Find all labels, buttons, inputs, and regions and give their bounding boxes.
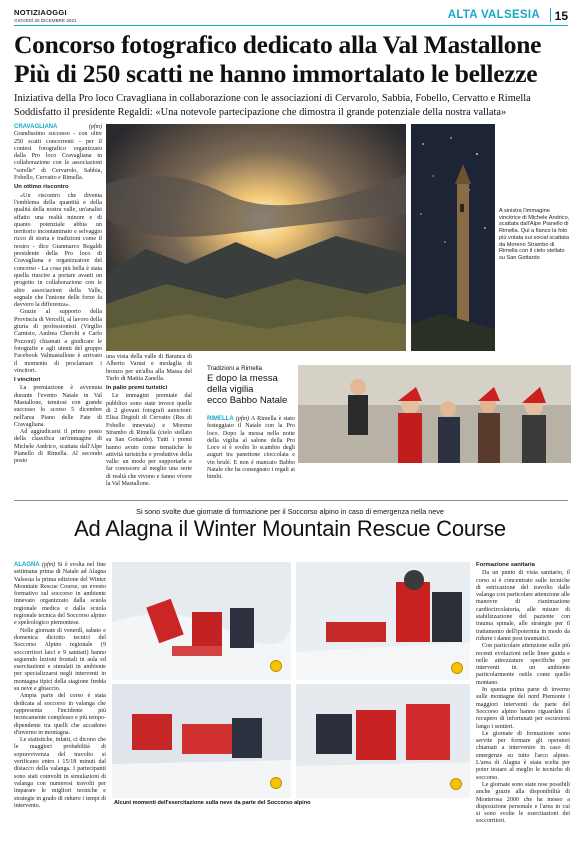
box-kicker: Tradizioni a Rimella xyxy=(207,365,263,372)
soccorso-alpino-logo xyxy=(451,662,463,674)
issue-date: GIOVEDÌ 30 DICEMBRE 2021 xyxy=(14,17,77,23)
paragraph: In questa prima parte di inverno sulle montagne del nord Piemonte i maggiori interventi da parte del Soccorso alpino hanno riguardato il recupero di infortunati per escursioni lungo i sentieri. xyxy=(476,687,570,730)
dateline: ALAGNA xyxy=(14,562,40,568)
paragraph: Le statistiche, infatti, ci dicono che le maggiori probabilità di sopravvivenza del travolto si verificano entro i 15/18 minuti dal distacco della valanga. I partecipanti sono stati coinvolti in simulazioni di valanga con numerosi travolti per imparare le migliori tecniche e strategie in grado di ridurre i tempi di intervento. xyxy=(14,737,106,809)
page-number: 15 xyxy=(554,9,568,23)
box-title-block xyxy=(207,365,295,406)
soccorso-alpino-logo xyxy=(270,660,282,672)
article1-headline xyxy=(14,30,570,88)
rescue-photo-4 xyxy=(296,684,470,798)
page-divider xyxy=(550,8,551,22)
paragraph: Ad aggiudicarsi il primo posto della classifica un'immagine di Michele Andrico, scattata dall'Alpe Pianello di Rimella. Al secondo posto xyxy=(14,429,102,465)
soccorso-alpino-logo xyxy=(270,777,282,789)
paragraph: Le immagini premiate dal pubblico sono state invece quelle di 2 giovani fotografi autoctoni: Elisa Degiuli di Cervatto (Res di Fobello innevata) e Moreno Strambo di Rimella (cielo stellato su San Gottardo). Tutti i premi hanno avuto come tematiche le attività turistiche e produttive della valle: un modo per supportarle e far conoscere al meglio una serie di realtà che vivono e fanno vivere la Val Mastallone. xyxy=(106,393,192,488)
section-title: ALTA VALSESIA xyxy=(447,9,540,21)
article2-column3 xyxy=(476,562,570,826)
article1-summary xyxy=(14,92,570,119)
subheading: In palio premi turistici xyxy=(106,385,168,392)
box-text xyxy=(207,416,295,482)
subheading: Un ottimo riscontro xyxy=(14,184,69,191)
summary-line2: Soddisfatto il presidente Regaldi: «Una notevole partecipazione che dimostra il grande potenziale della nostra vallata» xyxy=(14,106,507,118)
masthead-brand xyxy=(14,9,77,23)
box-title-line: E dopo la messa xyxy=(207,373,278,384)
article2-pretitle: Si sono svolte due giornate di formazione per il Soccorso alpino in caso di emergenza nella neve xyxy=(136,507,444,516)
paragraph: A Rimella è stato festeggiato il Natale con la Pro loco. Dopo la messa nella notte della vigilia al salone della Pro Loco si è svolto lo scambio degli auguri tra panettone cioccolata e vin brulè. E non è mancato Babbo Natale che ha consegnato i regali ai bimbi. xyxy=(207,416,295,481)
subheading: Formazione sanitaria xyxy=(476,562,535,568)
rescue-photo-3 xyxy=(112,684,291,798)
box-title-line: ecco Babbo Natale xyxy=(207,395,288,406)
summary-line1: Iniziativa della Pro loco Cravagliana in collaborazione con le associazioni di Cervarolo, Sabbia, Fobello, Cervatto e Rimella xyxy=(14,93,531,104)
paragraph: Le giornate di formazione sono servite per formare gli operatori chiamati a intervenire in caso di emergenze su tutto l'arco alpino. L'area di Alagna è stata scelta per poter testare al meglio le tecniche di soccorso. xyxy=(476,730,570,781)
subheading: I vincitori xyxy=(14,377,41,384)
headline-line1: Concorso fotografico dedicato alla Val Mastallone xyxy=(14,30,542,59)
article1-column2 xyxy=(106,354,192,488)
paragraph: La premiazione è avvenuta durante l'evento Natale in Val Mastallone, tenutosi con grande successo lo scorso 5 dicembre nell'area Piano delle Fate di Cravagliana. xyxy=(14,385,102,428)
headline-line2: Più di 250 scatti ne hanno immortalato le bellezze xyxy=(14,59,538,88)
section-divider xyxy=(14,500,568,501)
paragraph: Da un punto di vista sanitario, il corso si è concentrato sulle tecniche di estricazione del travolto dalle valanga con particolare attenzione alle manovre di rianimazione cardiocircolatoria, alle misure di stabilizzazione del paziente con trauma spinale, alle strategie per il trattamento dell'ipotermia in modo da ridurre i danni post traumatici. xyxy=(476,570,570,642)
paragraph: Le giornate sono state rese possibili anche grazie alla disponibilità di Monterosa 2000 che ha messo a disposizione personale e l'area in cui si sono svolte le esercitazioni dei soccorritori. xyxy=(476,781,570,825)
photo-caption: A sinistra l'immagine vincitrice di Michele Andrico, scattata dall'Alpe Pianello di Rimella. Qui a fianco la foto più votata sui social scattata da Moreno Strambo di Rimella con il cielo stellato su San Gottardo xyxy=(499,208,570,261)
paragraph: Con particolare attenzione sulle più recenti evoluzioni nelle linee guida e nelle attrezzature specifiche per interventi in un ambiente particolarmente ostile come quello montano. xyxy=(476,643,570,686)
photos-caption: Alcuni momenti dell'esercitazione sulla neve da parte del Soccorso alpino xyxy=(114,800,311,806)
paragraph: Nelle giornate di venerdì, sabato e domenica diciotto tecnici del Soccorso Alpino regionale (9 soccorritori laici e 9 sanitari) hanno seguendo lezioni frontali in aula ed esercitazioni e simulati in ambiente per specializzarsi negli interventi in montagna tipici della stagione fredda su neve e ghiaccio. xyxy=(14,627,106,693)
paragraph: Si è svolta nel fine settimana prima di Natale ad Alagna Valsesia la prima edizione del Winter Mountain Rescue Course, un evento formativo sul soccorso in ambiente innevato organizzato dalla scuola regionale medica e dalla scuola regionale tecnica del Soccorso alpino e speleologico piemontese. xyxy=(14,562,106,627)
author-tag: (pfm) xyxy=(235,416,250,422)
author-tag: (pfm) xyxy=(41,562,56,568)
rescue-photo-2 xyxy=(296,562,470,680)
header-rule xyxy=(14,25,568,26)
author-tag: (pfm) xyxy=(88,124,102,130)
paragraph: «Un riscontro che diventa l'emblema della quantità e della qualità della nostra valle, un'analisi affatto una realtà minore e di quanto potenziale abbia un territorio incontaminato e selvaggio ricco di storia e tradizioni come il nostro - dice Gianmarco Regaldi presidente della Pro loco di Cravagliana e organizzatore del concorso - La cosa più bella è stata quella riuscire a portare avanti un progetto in collaborazione con le altre associazioni della Valle, segnale che l'unione delle forze fa davvero la differenza». xyxy=(14,192,102,309)
paragraph: Grandissimo successo - con oltre 250 scatti concorrenti - per il contest fotografico organizzato dalla Pro loco Cravagliana in collaborazione con le associazioni "sorelle" di Cervarolo, Sabbia, Fobello, Cervatto e Rimella. xyxy=(14,131,102,182)
paragraph: una vista della valle di Baranca di Alberto Varusi e medaglia di bronzo per un'alba alla Massa del Turlo di Mattia Zanella. xyxy=(106,354,192,382)
paragraph: Grazie al supporto della Provincia di Vercelli, al lavoro della giuria di professionisti (Virgilio Carnisio, Andrea Cherchi e Carlo Pozzoni) chiamati a giudicare le fotografie e agli utenti del gruppo Facebook Valmastallone è arrivato il momento di proclamare i vincitori. xyxy=(14,309,102,374)
box-title xyxy=(207,373,295,406)
rescue-photo-1 xyxy=(112,562,291,680)
article1-column1 xyxy=(14,124,102,466)
article2-column1 xyxy=(14,562,106,810)
christmas-party-photo xyxy=(298,365,571,463)
box-title-line: della vigilia xyxy=(207,384,254,395)
newspaper-logo: NOTIZIAOGGI xyxy=(14,8,67,17)
paragraph: Ampia parte del corso è stata dedicata al soccorso in valanga che rappresenta l'incidente più tecnicamente complesso e più tempo-dipendente tra quelli che accadono d'inverno in montagna. xyxy=(14,693,106,736)
starry-sky-photo xyxy=(411,124,495,351)
dateline: CRAVAGLIANA xyxy=(14,124,58,130)
soccorso-alpino-logo xyxy=(450,778,462,790)
mountain-sunset-photo xyxy=(106,124,406,351)
dateline: RIMELLA xyxy=(207,416,234,422)
article2-headline: Ad Alagna il Winter Mountain Rescue Course xyxy=(74,516,506,541)
